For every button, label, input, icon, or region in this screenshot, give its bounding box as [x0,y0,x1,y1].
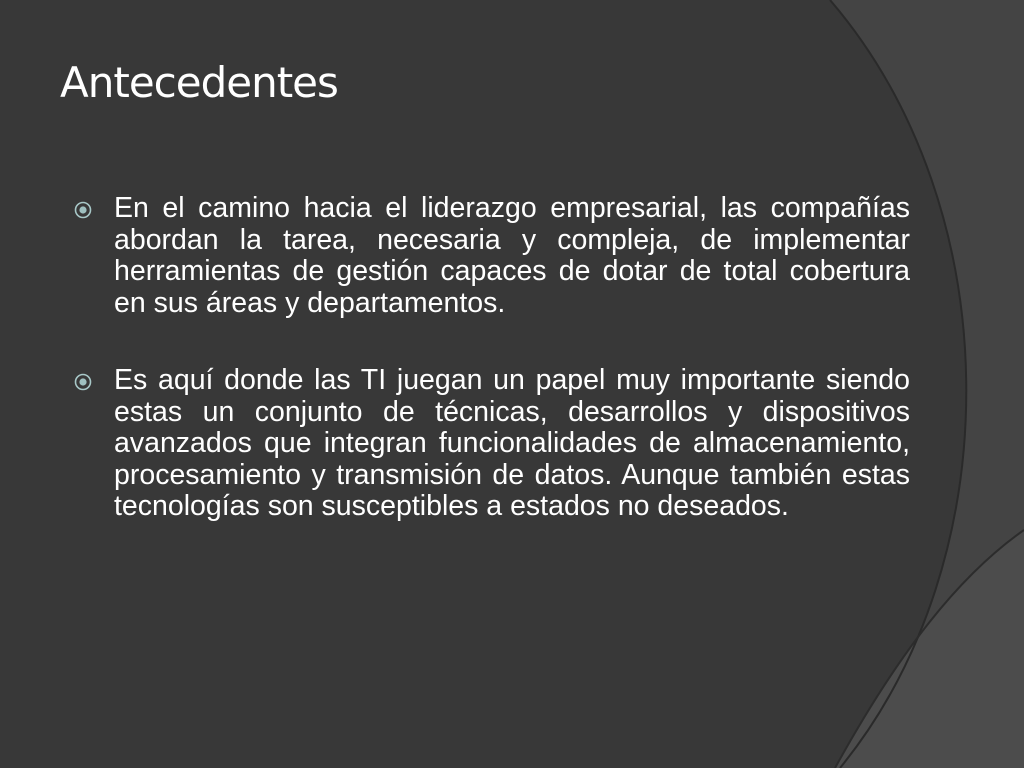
bullet-item-2 [74,365,910,523]
bullet-item-1 [74,193,910,319]
slide-title: Antecedentes [60,58,338,107]
target-bullet-icon [74,201,92,219]
bullet-text: En el camino hacia el liderazgo empresarial, las compañías abordan la tarea, necesaria y compleja, de implementar herramientas de gestión capaces de dotar de total cobertura en sus áreas y departamentos. [114,192,910,319]
bullet-text: Es aquí donde las TI juegan un papel muy importante siendo estas un conjunto de técnicas, desarrollos y dispositivos avanzados que integran funcionalidades de almacenamiento, procesamiento y transmisión de datos. Aunque también estas tecnologías son susceptibles a estados no deseados. [114,364,910,522]
bullet-list [74,193,910,569]
target-bullet-icon [74,373,92,391]
